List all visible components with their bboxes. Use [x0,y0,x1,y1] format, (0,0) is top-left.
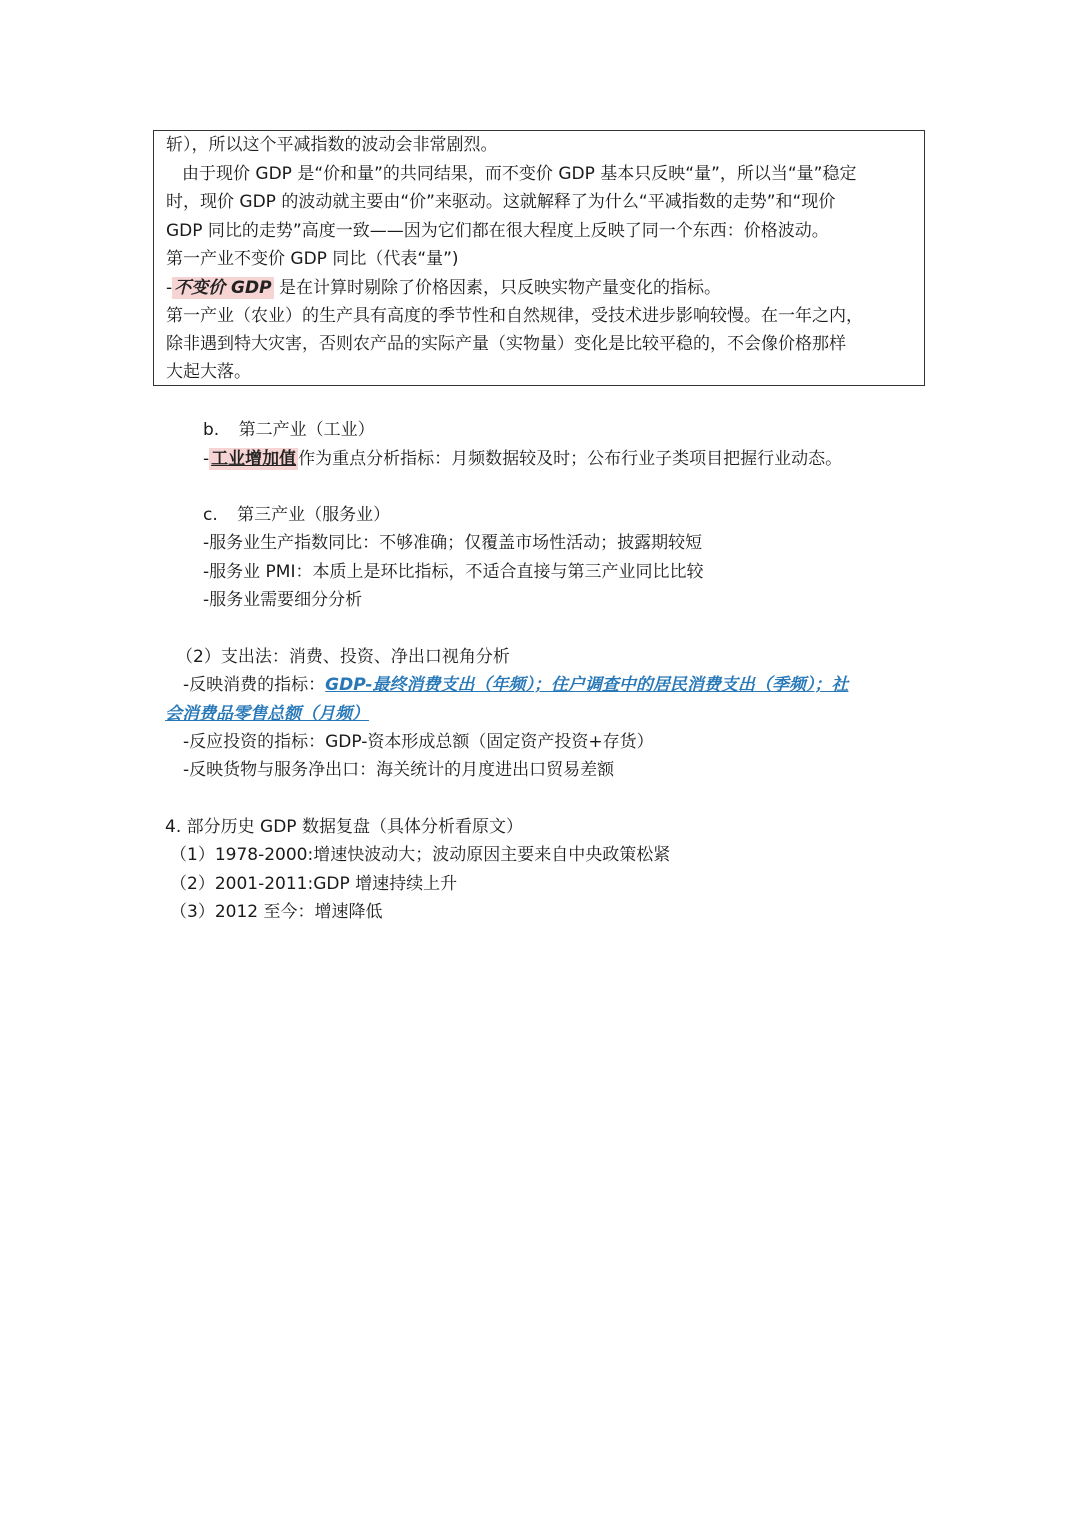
section-b-title: 第二产业（工业） [238,420,375,440]
section-c-heading [203,503,390,527]
consumption-prefix: -反映消费的指标： [183,675,326,695]
box-line-2: 由于现价 GDP 是“价和量”的共同结果，而不变价 GDP 基本只反映“量”，所以当“量”稳定 [182,164,857,184]
box-line-5: 第一产业不变价 GDP 同比（代表“量”) [166,249,459,269]
box-line-4: GDP 同比的走势”高度一致——因为它们都在很大程度上反映了同一个东西：价格波动。 [166,221,829,241]
section-c-item: -服务业 PMI：本质上是环比指标，不适合直接与第三产业同比比较 [203,562,704,582]
section-b-prefix: - [203,449,210,469]
box-line-9: 大起大落。 [166,362,251,382]
box-line-8: 除非遇到特大灾害，否则农产品的实际产量（实物量）变化是比较平稳的，不会像价格那样 [166,334,846,354]
constant-price-gdp-term: 不变价 GDP [174,278,272,298]
quoted-text-box [153,130,925,386]
history-item: （3）2012 至今：增速降低 [170,902,383,922]
consumption-indicator-line [183,673,848,697]
section-b-heading [203,418,375,442]
box-line-6 [166,276,721,300]
section-b-line [203,447,842,471]
box-line-7: 第一产业（农业）的生产具有高度的季节性和自然规律，受技术进步影响较慢。在一年之内， [166,306,863,326]
net-export-indicator-line: -反映货物与服务净出口：海关统计的月度进出口贸易差额 [183,760,615,780]
section-c-item: -服务业生产指数同比：不够准确；仅覆盖市场性活动；披露期较短 [203,533,703,553]
consumption-indicator-line-2 [165,702,369,726]
section-b-marker: b. [203,420,220,440]
consumption-indicator-link-cont[interactable]: 会消费品零售总额（月频） [165,704,369,724]
section-c-title: 第三产业（服务业） [237,505,391,525]
box-line-3: 时，现价 GDP 的波动就主要由“价”来驱动。这就解释了为什么“平减指数的走势”和“现价 [166,192,836,212]
expenditure-heading: （2）支出法：消费、投资、净出口视角分析 [176,647,510,667]
consumption-indicator-link[interactable]: GDP-最终消费支出（年频）；住户调查中的居民消费支出（季频）；社 [325,675,849,695]
box-line-6-rest: 是在计算时剔除了价格因素，只反映实物产量变化的指标。 [273,278,721,298]
history-item: （2）2001-2011:GDP 增速持续上升 [170,874,458,894]
box-line-6-prefix: - [166,278,173,298]
section-b-rest: 作为重点分析指标：月频数据较及时；公布行业子类项目把握行业动态。 [298,449,843,469]
section-c-marker: c. [203,505,218,525]
section-c-item: -服务业需要细分分析 [203,590,363,610]
history-heading: 4. 部分历史 GDP 数据复盘（具体分析看原文） [165,817,523,837]
investment-indicator-line: -反应投资的指标：GDP-资本形成总额（固定资产投资+存货） [183,732,654,752]
industrial-value-added-term: 工业增加值 [211,449,297,469]
history-item: （1）1978-2000:增速快波动大；波动原因主要来自中央政策松紧 [170,845,671,865]
box-line-1: 斩），所以这个平减指数的波动会非常剧烈。 [166,135,498,155]
